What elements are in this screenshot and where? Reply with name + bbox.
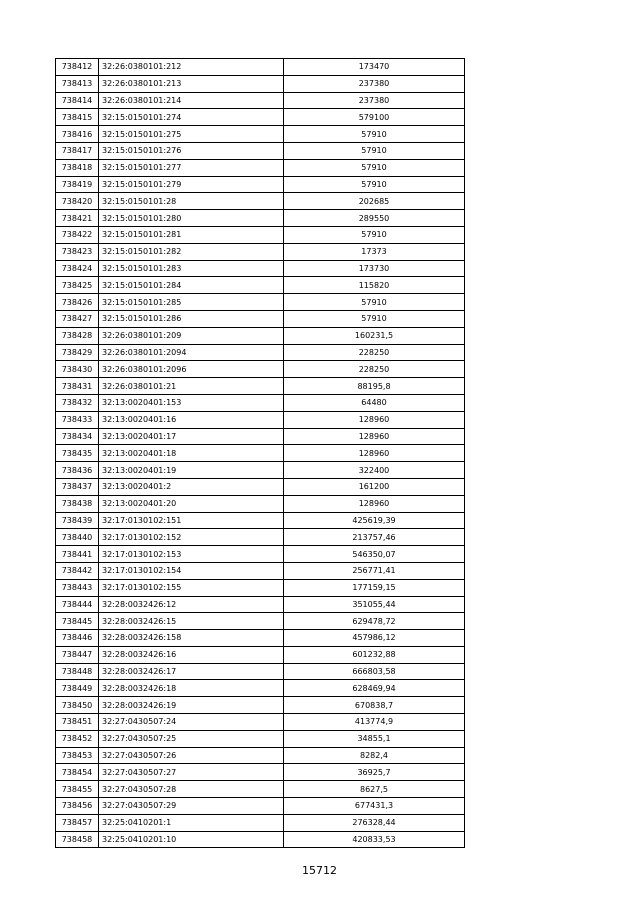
row-id-cell: 738449 bbox=[56, 680, 99, 697]
row-id-cell: 738433 bbox=[56, 411, 99, 428]
value-cell: 34855,1 bbox=[284, 730, 465, 747]
value-cell: 173470 bbox=[284, 59, 465, 76]
table-row bbox=[56, 596, 465, 613]
table-row bbox=[56, 495, 465, 512]
table-row bbox=[56, 327, 465, 344]
cadastral-number-cell: 32:13:0020401:16 bbox=[99, 411, 284, 428]
cadastral-number-cell: 32:15:0150101:284 bbox=[99, 277, 284, 294]
row-id-cell: 738428 bbox=[56, 327, 99, 344]
value-cell: 64480 bbox=[284, 394, 465, 411]
value-cell: 173730 bbox=[284, 260, 465, 277]
cadastral-number-cell: 32:13:0020401:18 bbox=[99, 445, 284, 462]
row-id-cell: 738424 bbox=[56, 260, 99, 277]
row-id-cell: 738437 bbox=[56, 478, 99, 495]
table-row bbox=[56, 59, 465, 76]
value-cell: 666803,58 bbox=[284, 663, 465, 680]
row-id-cell: 738447 bbox=[56, 646, 99, 663]
cadastral-number-cell: 32:28:0032426:12 bbox=[99, 596, 284, 613]
row-id-cell: 738421 bbox=[56, 210, 99, 227]
table-row bbox=[56, 75, 465, 92]
value-cell: 420833,53 bbox=[284, 831, 465, 848]
value-cell: 36925,7 bbox=[284, 764, 465, 781]
row-id-cell: 738444 bbox=[56, 596, 99, 613]
cadastral-number-cell: 32:28:0032426:158 bbox=[99, 630, 284, 647]
value-cell: 57910 bbox=[284, 294, 465, 311]
table-body bbox=[56, 59, 465, 848]
table-row bbox=[56, 243, 465, 260]
table-row bbox=[56, 445, 465, 462]
value-cell: 115820 bbox=[284, 277, 465, 294]
cadastral-number-cell: 32:26:0380101:21 bbox=[99, 378, 284, 395]
cadastral-number-cell: 32:17:0130102:151 bbox=[99, 512, 284, 529]
cadastral-number-cell: 32:13:0020401:17 bbox=[99, 428, 284, 445]
value-cell: 57910 bbox=[284, 159, 465, 176]
cadastral-number-cell: 32:15:0150101:281 bbox=[99, 226, 284, 243]
table-row bbox=[56, 613, 465, 630]
value-cell: 546350,07 bbox=[284, 546, 465, 563]
value-cell: 128960 bbox=[284, 428, 465, 445]
cadastral-number-cell: 32:26:0380101:2096 bbox=[99, 361, 284, 378]
row-id-cell: 738456 bbox=[56, 798, 99, 815]
row-id-cell: 738426 bbox=[56, 294, 99, 311]
value-cell: 289550 bbox=[284, 210, 465, 227]
table-row bbox=[56, 210, 465, 227]
value-cell: 160231,5 bbox=[284, 327, 465, 344]
value-cell: 128960 bbox=[284, 411, 465, 428]
value-cell: 425619,39 bbox=[284, 512, 465, 529]
cadastral-number-cell: 32:26:0380101:213 bbox=[99, 75, 284, 92]
value-cell: 177159,15 bbox=[284, 579, 465, 596]
cadastral-number-cell: 32:28:0032426:16 bbox=[99, 646, 284, 663]
table-row bbox=[56, 126, 465, 143]
value-cell: 413774,9 bbox=[284, 714, 465, 731]
cadastral-number-cell: 32:28:0032426:15 bbox=[99, 613, 284, 630]
row-id-cell: 738445 bbox=[56, 613, 99, 630]
table-row bbox=[56, 562, 465, 579]
cadastral-number-cell: 32:27:0430507:28 bbox=[99, 781, 284, 798]
value-cell: 161200 bbox=[284, 478, 465, 495]
value-cell: 237380 bbox=[284, 75, 465, 92]
row-id-cell: 738432 bbox=[56, 394, 99, 411]
cadastral-number-cell: 32:17:0130102:152 bbox=[99, 529, 284, 546]
table-row bbox=[56, 159, 465, 176]
cadastral-number-cell: 32:15:0150101:280 bbox=[99, 210, 284, 227]
table-row bbox=[56, 747, 465, 764]
table-row bbox=[56, 714, 465, 731]
cadastral-number-cell: 32:28:0032426:19 bbox=[99, 697, 284, 714]
value-cell: 579100 bbox=[284, 109, 465, 126]
value-cell: 202685 bbox=[284, 193, 465, 210]
value-cell: 629478,72 bbox=[284, 613, 465, 630]
row-id-cell: 738430 bbox=[56, 361, 99, 378]
row-id-cell: 738415 bbox=[56, 109, 99, 126]
row-id-cell: 738414 bbox=[56, 92, 99, 109]
table-row bbox=[56, 814, 465, 831]
value-cell: 322400 bbox=[284, 462, 465, 479]
table-row bbox=[56, 176, 465, 193]
table-row bbox=[56, 680, 465, 697]
row-id-cell: 738435 bbox=[56, 445, 99, 462]
row-id-cell: 738455 bbox=[56, 781, 99, 798]
row-id-cell: 738454 bbox=[56, 764, 99, 781]
table-row bbox=[56, 512, 465, 529]
table-row bbox=[56, 663, 465, 680]
value-cell: 88195,8 bbox=[284, 378, 465, 395]
table-row bbox=[56, 781, 465, 798]
cadastral-number-cell: 32:25:0410201:10 bbox=[99, 831, 284, 848]
table-row bbox=[56, 529, 465, 546]
value-cell: 8282,4 bbox=[284, 747, 465, 764]
value-cell: 8627,5 bbox=[284, 781, 465, 798]
row-id-cell: 738419 bbox=[56, 176, 99, 193]
table-row bbox=[56, 92, 465, 109]
row-id-cell: 738457 bbox=[56, 814, 99, 831]
row-id-cell: 738429 bbox=[56, 344, 99, 361]
value-cell: 17373 bbox=[284, 243, 465, 260]
cadastral-number-cell: 32:25:0410201:1 bbox=[99, 814, 284, 831]
cadastral-number-cell: 32:27:0430507:27 bbox=[99, 764, 284, 781]
value-cell: 276328,44 bbox=[284, 814, 465, 831]
cadastral-number-cell: 32:13:0020401:20 bbox=[99, 495, 284, 512]
table-row bbox=[56, 109, 465, 126]
row-id-cell: 738412 bbox=[56, 59, 99, 76]
table-row bbox=[56, 294, 465, 311]
cadastral-number-cell: 32:27:0430507:29 bbox=[99, 798, 284, 815]
row-id-cell: 738425 bbox=[56, 277, 99, 294]
cadastral-number-cell: 32:27:0430507:24 bbox=[99, 714, 284, 731]
value-cell: 57910 bbox=[284, 226, 465, 243]
row-id-cell: 738413 bbox=[56, 75, 99, 92]
row-id-cell: 738443 bbox=[56, 579, 99, 596]
table-row bbox=[56, 646, 465, 663]
value-cell: 57910 bbox=[284, 126, 465, 143]
page-number: 15712 bbox=[302, 864, 337, 877]
table-row bbox=[56, 260, 465, 277]
row-id-cell: 738427 bbox=[56, 310, 99, 327]
value-cell: 213757,46 bbox=[284, 529, 465, 546]
table-row bbox=[56, 630, 465, 647]
cadastral-number-cell: 32:15:0150101:282 bbox=[99, 243, 284, 260]
table-row bbox=[56, 310, 465, 327]
data-table bbox=[55, 58, 465, 848]
cadastral-number-cell: 32:15:0150101:277 bbox=[99, 159, 284, 176]
table-row bbox=[56, 579, 465, 596]
cadastral-number-cell: 32:15:0150101:279 bbox=[99, 176, 284, 193]
row-id-cell: 738418 bbox=[56, 159, 99, 176]
row-id-cell: 738417 bbox=[56, 142, 99, 159]
table-row bbox=[56, 428, 465, 445]
table-row bbox=[56, 831, 465, 848]
row-id-cell: 738442 bbox=[56, 562, 99, 579]
value-cell: 128960 bbox=[284, 495, 465, 512]
row-id-cell: 738451 bbox=[56, 714, 99, 731]
row-id-cell: 738458 bbox=[56, 831, 99, 848]
cadastral-number-cell: 32:15:0150101:275 bbox=[99, 126, 284, 143]
table-row bbox=[56, 344, 465, 361]
cadastral-number-cell: 32:13:0020401:153 bbox=[99, 394, 284, 411]
row-id-cell: 738436 bbox=[56, 462, 99, 479]
table-row bbox=[56, 798, 465, 815]
row-id-cell: 738453 bbox=[56, 747, 99, 764]
table-row bbox=[56, 142, 465, 159]
cadastral-number-cell: 32:15:0150101:285 bbox=[99, 294, 284, 311]
value-cell: 237380 bbox=[284, 92, 465, 109]
row-id-cell: 738420 bbox=[56, 193, 99, 210]
row-id-cell: 738446 bbox=[56, 630, 99, 647]
cadastral-number-cell: 32:13:0020401:19 bbox=[99, 462, 284, 479]
table-row bbox=[56, 730, 465, 747]
value-cell: 57910 bbox=[284, 310, 465, 327]
row-id-cell: 738450 bbox=[56, 697, 99, 714]
row-id-cell: 738423 bbox=[56, 243, 99, 260]
cadastral-number-cell: 32:28:0032426:17 bbox=[99, 663, 284, 680]
cadastral-number-cell: 32:26:0380101:212 bbox=[99, 59, 284, 76]
cadastral-number-cell: 32:26:0380101:209 bbox=[99, 327, 284, 344]
cadastral-number-cell: 32:13:0020401:2 bbox=[99, 478, 284, 495]
value-cell: 628469,94 bbox=[284, 680, 465, 697]
table-row bbox=[56, 378, 465, 395]
cadastral-number-cell: 32:17:0130102:153 bbox=[99, 546, 284, 563]
table-row bbox=[56, 411, 465, 428]
row-id-cell: 738441 bbox=[56, 546, 99, 563]
cadastral-number-cell: 32:15:0150101:28 bbox=[99, 193, 284, 210]
table-row bbox=[56, 478, 465, 495]
value-cell: 228250 bbox=[284, 361, 465, 378]
value-cell: 677431,3 bbox=[284, 798, 465, 815]
row-id-cell: 738422 bbox=[56, 226, 99, 243]
cadastral-number-cell: 32:15:0150101:283 bbox=[99, 260, 284, 277]
cadastral-number-cell: 32:26:0380101:2094 bbox=[99, 344, 284, 361]
cadastral-number-cell: 32:15:0150101:274 bbox=[99, 109, 284, 126]
cadastral-number-cell: 32:17:0130102:155 bbox=[99, 579, 284, 596]
row-id-cell: 738434 bbox=[56, 428, 99, 445]
table-row bbox=[56, 193, 465, 210]
table-row bbox=[56, 361, 465, 378]
value-cell: 256771,41 bbox=[284, 562, 465, 579]
value-cell: 601232,88 bbox=[284, 646, 465, 663]
cadastral-number-cell: 32:15:0150101:286 bbox=[99, 310, 284, 327]
table-row bbox=[56, 462, 465, 479]
value-cell: 57910 bbox=[284, 176, 465, 193]
table-row bbox=[56, 697, 465, 714]
cadastral-number-cell: 32:17:0130102:154 bbox=[99, 562, 284, 579]
row-id-cell: 738431 bbox=[56, 378, 99, 395]
row-id-cell: 738416 bbox=[56, 126, 99, 143]
row-id-cell: 738438 bbox=[56, 495, 99, 512]
cadastral-number-cell: 32:28:0032426:18 bbox=[99, 680, 284, 697]
value-cell: 128960 bbox=[284, 445, 465, 462]
table-row bbox=[56, 226, 465, 243]
value-cell: 351055,44 bbox=[284, 596, 465, 613]
row-id-cell: 738452 bbox=[56, 730, 99, 747]
value-cell: 228250 bbox=[284, 344, 465, 361]
value-cell: 57910 bbox=[284, 142, 465, 159]
cadastral-number-cell: 32:27:0430507:25 bbox=[99, 730, 284, 747]
value-cell: 670838,7 bbox=[284, 697, 465, 714]
cadastral-number-cell: 32:26:0380101:214 bbox=[99, 92, 284, 109]
row-id-cell: 738439 bbox=[56, 512, 99, 529]
value-cell: 457986,12 bbox=[284, 630, 465, 647]
cadastral-number-cell: 32:27:0430507:26 bbox=[99, 747, 284, 764]
row-id-cell: 738440 bbox=[56, 529, 99, 546]
table-row bbox=[56, 277, 465, 294]
table-row bbox=[56, 394, 465, 411]
table-row bbox=[56, 546, 465, 563]
table-row bbox=[56, 764, 465, 781]
row-id-cell: 738448 bbox=[56, 663, 99, 680]
cadastral-number-cell: 32:15:0150101:276 bbox=[99, 142, 284, 159]
